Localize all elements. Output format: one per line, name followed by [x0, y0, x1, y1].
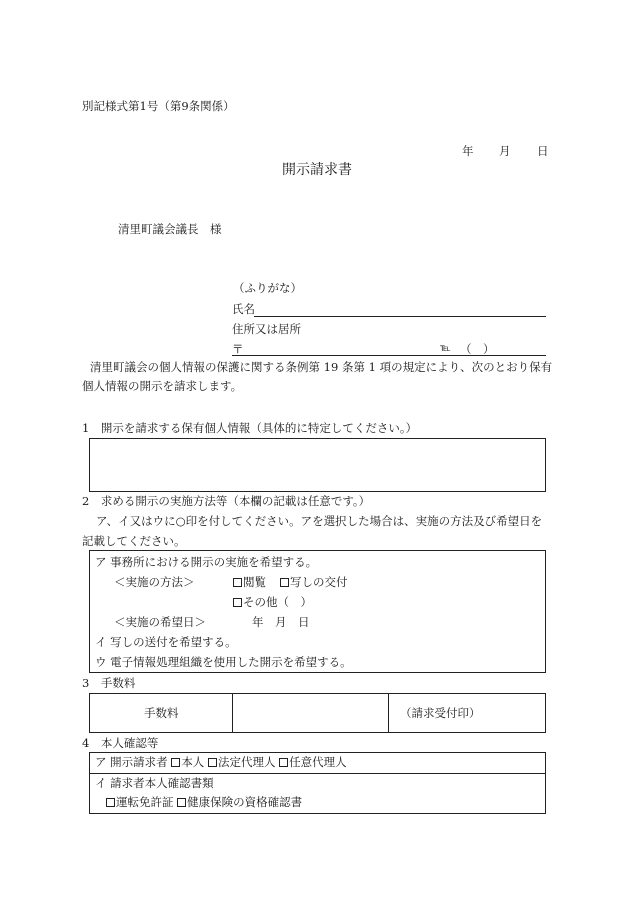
intro-line-1: 清里町議会の個人情報の保護に関する条例第 19 条第 1 項の規定により、次のとおり保有: [90, 360, 553, 374]
identity-row-divider: [90, 773, 545, 774]
checkbox-icon: [208, 758, 217, 767]
opt-self[interactable]: 本人: [171, 755, 204, 769]
section4-heading: 4 本人確認等: [82, 736, 159, 750]
opt-voluntary-rep[interactable]: 任意代理人: [279, 755, 347, 769]
form-number: 別記様式第1号（第9条関係）: [82, 99, 235, 113]
intro-line-2: 個人情報の開示を請求します。: [82, 379, 243, 393]
checkbox-icon: [233, 598, 242, 607]
tel-label: ℡: [440, 343, 451, 354]
opt-legal-rep[interactable]: 法定代理人: [208, 755, 276, 769]
section1-heading: 1 開示を請求する保有個人情報（具体的に特定してください。）: [82, 421, 418, 435]
date-day-label: 日: [537, 144, 549, 158]
checkbox-icon: [177, 798, 186, 807]
date-year-label: 年: [462, 144, 474, 158]
address-field[interactable]: [232, 355, 546, 356]
identity-box: [89, 752, 546, 814]
option-i-mail[interactable]: イ 写しの送付を希望する。: [95, 635, 237, 649]
requested-info-field[interactable]: [89, 438, 546, 492]
option-u-electronic[interactable]: ウ 電子情報処理組織を使用した開示を希望する。: [95, 655, 352, 669]
section3-heading: 3 手数料: [82, 676, 136, 690]
doc-license[interactable]: 運転免許証: [106, 795, 174, 809]
section2-heading: 2 求める開示の実施方法等（本欄の記載は任意です。）: [82, 494, 371, 508]
disclosure-method-box: [89, 550, 546, 673]
method-label: ＜実施の方法＞: [114, 575, 195, 589]
identity-docs: [106, 797, 302, 809]
fee-table: [89, 693, 546, 733]
method-view-option[interactable]: 閲覧: [233, 577, 266, 589]
address-label: 住所又は居所: [232, 322, 301, 336]
checkbox-icon: [280, 578, 289, 587]
page-title: 開示請求書: [282, 162, 352, 178]
section2-note-line-1: ア、イ又はウに○印を付してください。アを選択した場合は、実施の方法及び希望日を: [96, 514, 543, 528]
fee-label: 手数料: [144, 706, 179, 720]
addressee: 清里町議会議長 様: [118, 222, 222, 236]
postal-mark: 〒: [232, 342, 244, 356]
method-other-option[interactable]: その他（ ）: [233, 597, 312, 609]
furigana-label: （ふりがな）: [233, 281, 302, 295]
identity-row-a: ア 開示請求者 本人 法定代理人 任意代理人: [95, 755, 347, 769]
checkbox-icon: [106, 798, 115, 807]
stamp-label: （請求受付印）: [400, 706, 481, 720]
date-fields[interactable]: 年 月 日: [252, 615, 310, 629]
doc-insurance[interactable]: 健康保険の資格確認書: [177, 795, 302, 809]
method-copy-option[interactable]: 写しの交付: [280, 577, 348, 589]
identity-row-i-title: イ 請求者本人確認書類: [95, 776, 214, 790]
date-label: ＜実施の希望日＞: [114, 615, 206, 629]
option-a-onsite[interactable]: ア 事務所における開示の実施を希望する。: [95, 555, 318, 569]
name-label: 氏名: [232, 302, 255, 316]
tel-parens: （ ）: [460, 342, 495, 356]
checkbox-icon: [233, 578, 242, 587]
checkbox-icon: [279, 758, 288, 767]
fee-divider-2: [388, 694, 389, 732]
date-month-label: 月: [499, 144, 511, 158]
checkbox-icon: [171, 758, 180, 767]
name-field[interactable]: [254, 316, 546, 317]
fee-divider-1: [232, 694, 233, 732]
section2-note-line-2: 記載してください。: [82, 534, 186, 548]
